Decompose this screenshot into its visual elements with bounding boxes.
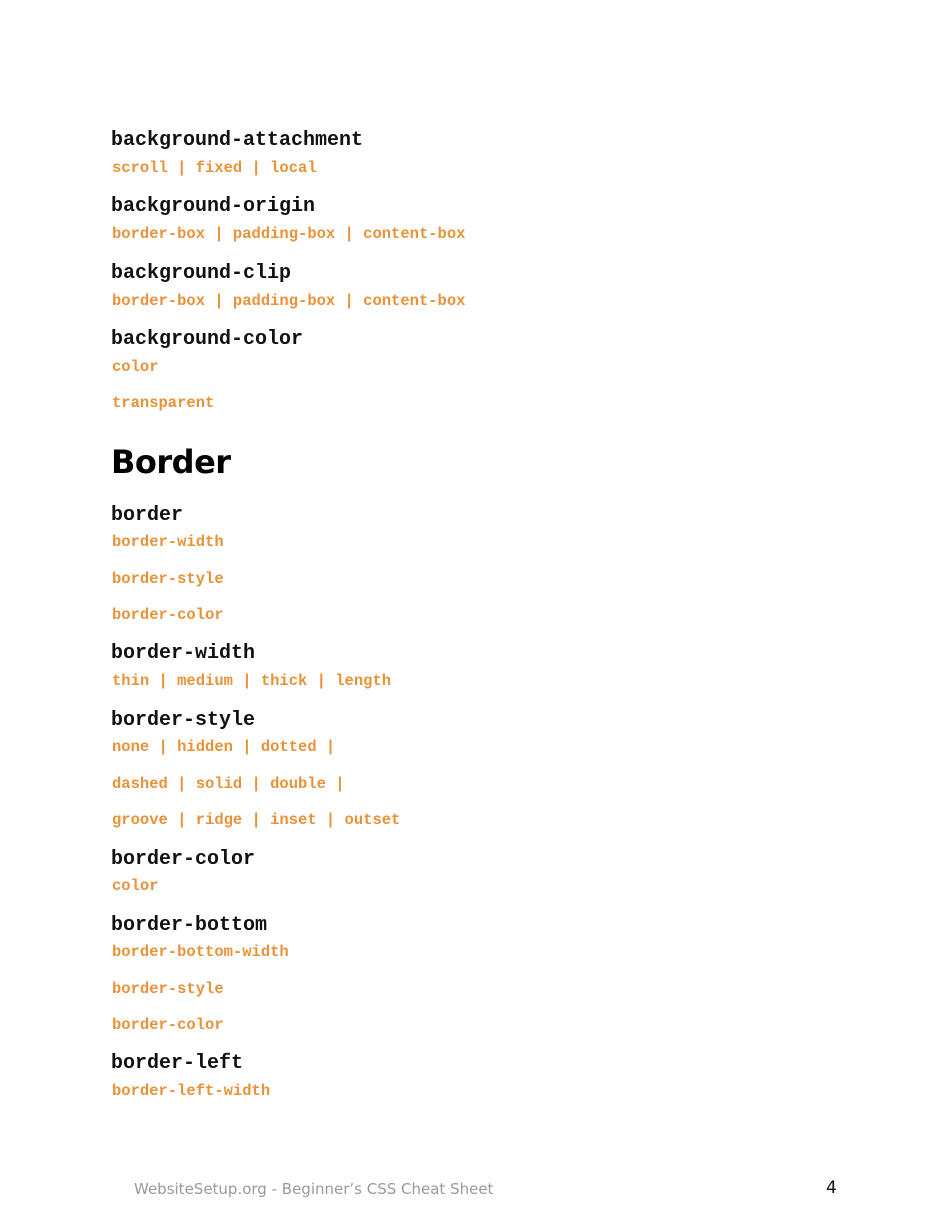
property-values: thin | medium | thick | length bbox=[112, 672, 392, 690]
property-values: color bbox=[112, 358, 159, 376]
property-name: border-style bbox=[111, 709, 256, 732]
property-values: border-style bbox=[112, 570, 224, 588]
property-name: border-bottom bbox=[111, 914, 268, 937]
property-name: background-clip bbox=[111, 262, 292, 285]
property-name: background-origin bbox=[111, 195, 316, 218]
property-name: border bbox=[111, 504, 184, 527]
property-name: border-width bbox=[111, 642, 256, 665]
property-name: background-color bbox=[111, 328, 304, 351]
property-values: color bbox=[112, 877, 159, 895]
property-name: border-color bbox=[111, 848, 256, 871]
property-values: dashed | solid | double | bbox=[112, 775, 345, 793]
property-values: none | hidden | dotted | bbox=[112, 738, 336, 756]
property-values: border-box | padding-box | content-box bbox=[112, 292, 466, 310]
property-values: border-box | padding-box | content-box bbox=[112, 225, 466, 243]
property-values: scroll | fixed | local bbox=[112, 159, 317, 177]
footer-text: WebsiteSetup.org - Beginner’s CSS Cheat Sheet bbox=[134, 1180, 494, 1198]
property-values: border-style bbox=[112, 980, 224, 998]
page-number: 4 bbox=[826, 1178, 837, 1198]
property-values: transparent bbox=[112, 394, 215, 412]
property-name: background-attachment bbox=[111, 129, 364, 152]
property-values: border-left-width bbox=[112, 1082, 271, 1100]
section-heading: Border bbox=[111, 443, 231, 481]
property-values: border-bottom-width bbox=[112, 943, 289, 961]
property-values: border-color bbox=[112, 606, 224, 624]
property-values: border-color bbox=[112, 1016, 224, 1034]
property-values: border-width bbox=[112, 533, 224, 551]
property-values: groove | ridge | inset | outset bbox=[112, 811, 401, 829]
property-name: border-left bbox=[111, 1052, 244, 1075]
